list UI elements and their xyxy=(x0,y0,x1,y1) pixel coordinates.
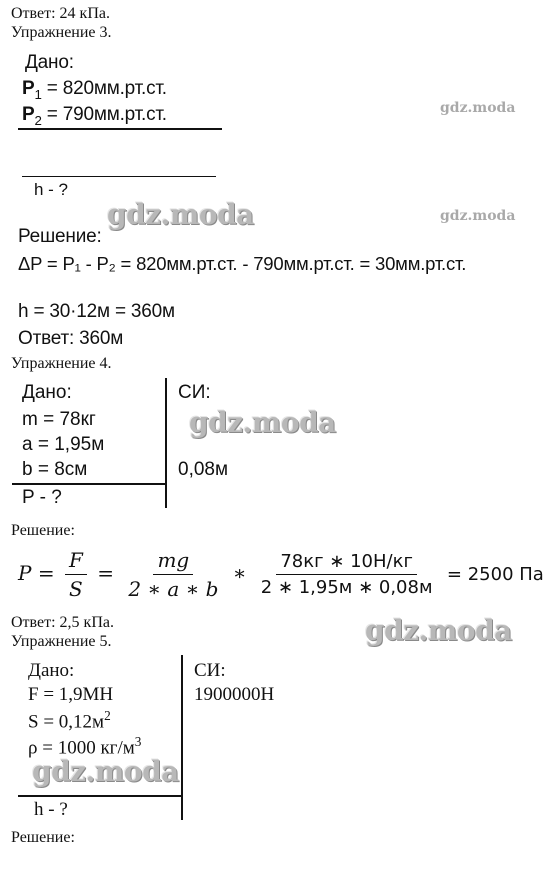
ex3-given-divider xyxy=(18,128,222,130)
ex4-answer: Ответ: 2,5 кПа. xyxy=(11,614,114,631)
answer-previous: Ответ: 24 кПа. xyxy=(11,5,110,22)
ex4-given-label: Дано: xyxy=(22,382,72,403)
ex4-given-item: a = 1,95м xyxy=(22,434,105,455)
ex3-solution-label: Решение: xyxy=(18,226,102,247)
ex5-solution-label: Решение: xyxy=(11,829,75,846)
ex3-given-p1: $P_1 = 820мм.рт.ст$. xyxy=(22,78,167,102)
watermark-large: gdz.moda xyxy=(107,198,254,231)
watermark-large: gdz.moda xyxy=(32,755,179,788)
ex5-table-horizontal-divider xyxy=(18,795,183,797)
ex5-given-force: F = 1,9МН xyxy=(28,684,114,705)
formula-lhs: P xyxy=(18,561,32,585)
ex4-table-vertical-divider xyxy=(165,378,167,508)
ex3-given-label: Дано: xyxy=(25,52,74,73)
ex4-given-item: b = 8см xyxy=(22,459,88,480)
ex4-formula: P = $\frac{F}{S}$ = $\frac{mg}{2 ∗ a ∗ b}$ ∗ $\frac{78кг ∗ 10Н/кг}{2 ∗ 1,95м ∗ 0,08м}$ = 2500 Па xyxy=(18,548,544,601)
ex4-table-horizontal-divider xyxy=(12,483,167,485)
watermark-large: gdz.moda xyxy=(365,614,512,647)
ex4-si-value: 0,08м xyxy=(178,459,229,480)
watermark-small: gdz.moda xyxy=(440,100,516,116)
ex5-given-density: ρ = 1000 $кг/м^3$ xyxy=(28,734,142,759)
exercise-3-title: Упражнение 3. xyxy=(11,24,112,41)
exercise-5-title: Упражнение 5. xyxy=(11,633,112,650)
ex3-given-p2: $P_2 = 790мм.рт.ст$. xyxy=(22,104,167,128)
formula-fraction-f-over-s: $\frac{F}{S}$ xyxy=(65,548,87,601)
ex3-answer: Ответ: 360м xyxy=(18,328,124,349)
ex3-find-divider xyxy=(22,176,216,177)
exercise-4-title: Упражнение 4. xyxy=(11,355,112,372)
formula-fraction-numeric: $\frac{78кг ∗ 10Н/кг}{2 ∗ 1,95м ∗ 0,08м}$ xyxy=(260,551,433,598)
ex5-si-label: СИ: xyxy=(194,660,226,681)
ex5-given-label: Дано: xyxy=(28,660,75,681)
formula-result: 2500 Па xyxy=(467,564,544,585)
ex3-h-line: h = 30·12м = 360м xyxy=(18,301,175,322)
ex5-given-area: $S = 0,12м^2$ xyxy=(28,708,111,733)
ex3-find: h - ? xyxy=(34,180,69,199)
ex5-si-value: 1900000Н xyxy=(194,684,275,705)
formula-fraction-mg: $\frac{mg}{2 ∗ a ∗ b}$ xyxy=(128,548,219,601)
watermark-small: gdz.moda xyxy=(440,208,516,224)
ex4-si-label: СИ: xyxy=(178,382,211,403)
ex3-delta-line: ΔP = P₁ - P₂ = 820мм.рт.ст. - 790мм.рт.ст. = 30мм.рт.ст. xyxy=(18,253,467,274)
ex4-find: P - ? xyxy=(22,487,62,508)
ex4-given-item: m = 78кг xyxy=(22,409,96,430)
ex4-solution-label: Решение: xyxy=(11,522,75,539)
ex5-find: h - ? xyxy=(34,799,68,820)
watermark-large: gdz.moda xyxy=(189,406,336,439)
